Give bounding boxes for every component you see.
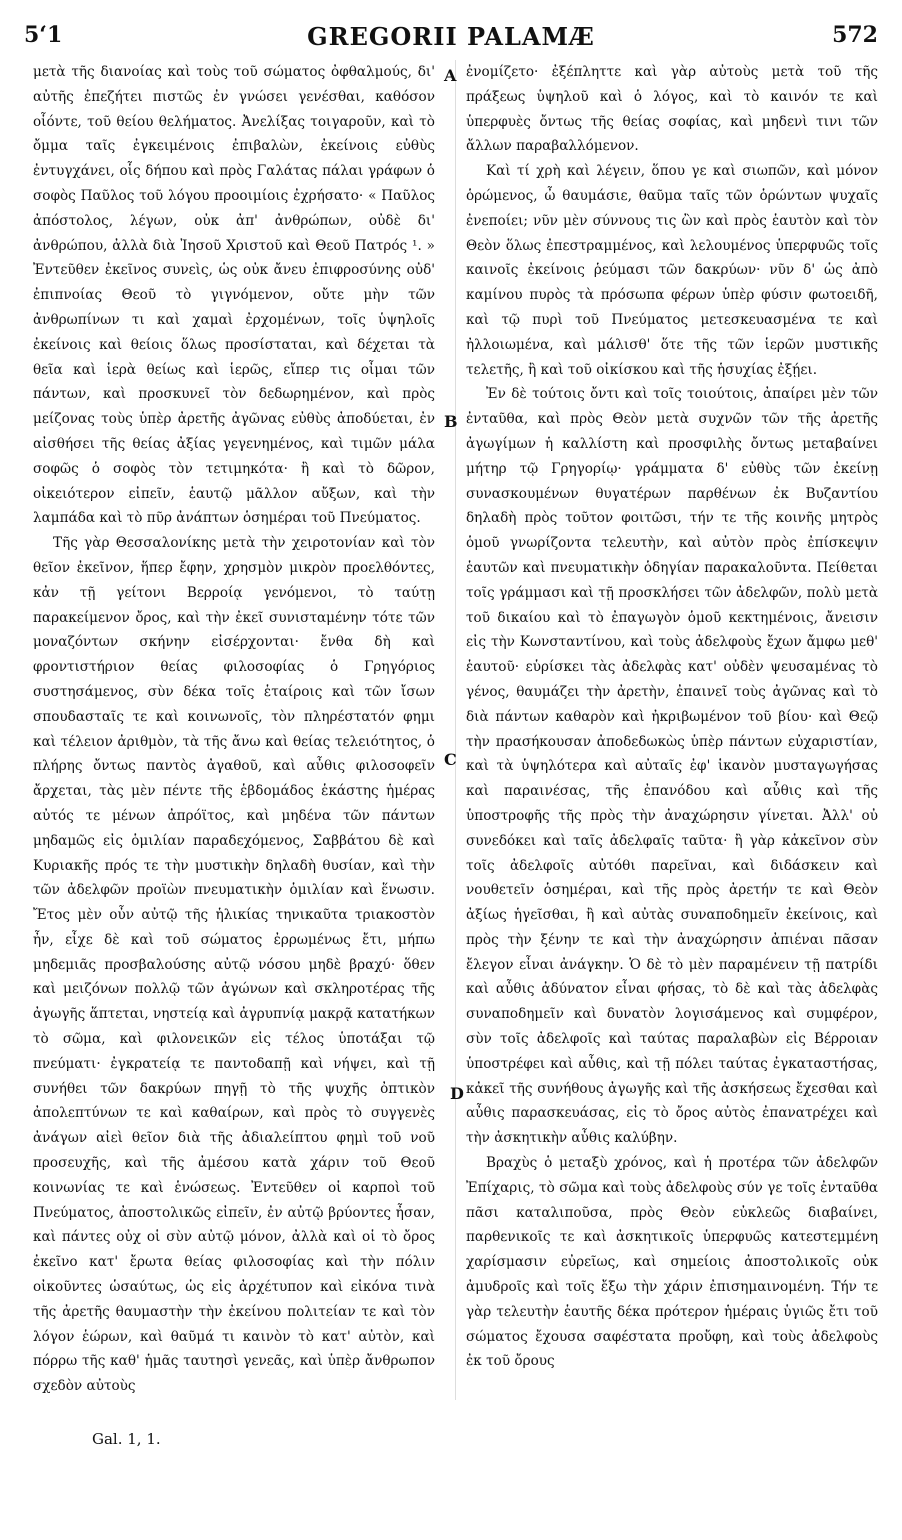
column-divider	[455, 60, 456, 1400]
paragraph: Ἐν δὲ τούτοις ὄντι καὶ τοῖς τοιούτοις, ἀπαίρει μὲν τῶν ἐνταῦθα, καὶ πρὸς Θεὸν μετὰ συχνῶν τῶν τῆς ἀρετῆς ἀγωγίμων ἡ καλλίστη καὶ προσφιλὴς ὄντως μεταβαίνει μήτηρ τῷ Γρηγορίῳ· γράμματα δ' εὐθὺς τῶν ἐκείνῃ συνασκουμένων θυγατέρων παρθένων ἐκ Βυζαντίου δηλαδὴ πρὸς τοῦτον φοιτῶσι, τήν τε τῆς κοινῆς μητρὸς ὁμοῦ γνωρίζοντα τελευτὴν, καὶ αὐτὸν πρὸς ἐπίσκεψιν ἑαυτῶν καὶ πνευματικὴν ὁδηγίαν παρακαλοῦντα. Πείθεται τοῖς γράμμασι καὶ τῇ προσκλήσει τῶν ἀδελφῶν, πολὺ μετὰ τοῦ δικαίου καὶ τὸ ἐπαγωγὸν ὁμοῦ κεκτημένοις, ἄνεισιν εἰς τὴν Κωνσταντίνου, καὶ τοὺς ἀδελφοὺς ἔχων ἄμφω μεθ' ἑαυτοῦ· εὑρίσκει τὰς ἀδελφὰς κατ' οὐδὲν ψευσαμένας τὸ γένος, θαυμάζει τὴν ἀρετὴν, ἐπαινεῖ τοὺς ἀγῶνας καὶ τὸ διὰ πάντων καθαρὸν καὶ ἠκριβωμένον τοῦ βίου· καὶ Θεῷ τὴν πρασήκουσαν ἀποδεδωκὼς ὑπὲρ πάντων εὐχαριστίαν, καὶ τὰ ὑψηλότερα καὶ αὐταῖς ἐφ' ἱκανὸν μυσταγωγήσας καὶ παραινέσας, τῆς ἐπανόδου καὶ αὖθις καὶ τῆς ὑποστροφῆς τῆς πρὸς τὴν ἀναχώρησιν γίνεται. Ἀλλ' οὐ συνεδόκει καὶ ταῖς ἀδελφαῖς ταῦτα· ἢ γὰρ κἀκεῖνον σὺν τοῖς ἀδελφοῖς αὐτόθι παρεῖναι, καὶ διδάσκειν καὶ νουθετεῖν ὁσημέραι, καὶ τῆς πρὸς ἀρετήν τε καὶ Θεὸν ἀξίως ἡγεῖσθαι, ἢ καὶ αὐτὰς συναποδημεῖν ἐκείνοις, καὶ πρὸς τὴν ξένην τε καὶ τὴν ἀναχώρησιν ἀπιέναι πᾶσαν ἔλεγον εἶναι ἀνάγκην. Ὁ δὲ τὸ μὲν παραμένειν τῇ πατρίδι καὶ αὖθις ἀδύνατον εἶναι φήσας, τὸ δὲ καὶ τὰς ἀδελφὰς συναποδημεῖν καὶ δυνατὸν λογισάμενος καὶ συμφέρον, σὺν τοῖς ἀδελφοῖς καὶ ταύτας παραλαβὼν εἰς Βέρροιαν ὑποστρέφει καὶ αὖθις, καὶ τῇ πόλει ταύτας ἐγκαταστήσας, κἀκεῖ τῆς συνήθους ἀγωγῆς καὶ τῆς ἀσκήσεως ἔχεσθαι καὶ αὖθις παρασκευάσας, εἰς τὸ ὄρος αὐτὸς ἐπανατρέχει καὶ τὴν ἀσκητικὴν αὖθις καλύβην.	[466, 386, 878, 1147]
margin-marker-c: C	[444, 750, 457, 769]
left-column	[33, 60, 435, 1399]
margin-marker-d: D	[450, 1084, 464, 1103]
paragraph: μετὰ τῆς διανοίας καὶ τοὺς τοῦ σώματος ὀφθαλμούς, δι' αὐτῆς ἐπεζήτει πιστῶς ἐν γνώσει γενέσθαι, καθόσον οἷόντε, τοῦ θείου θελήματος. Ἀνελίξας τοιγαροῦν, καὶ τὸ ὄμμα ταῖς ἐγκειμένοις ἐπιβαλὼν, ἐκείνοις εὐθὺς ἐντυγχάνει, οἷς δήπου καὶ πρὸς Γαλάτας πάλαι γράφων ὁ σοφὸς Παῦλος τοῦ λόγου προοιμίοις ἐχρήσατο· « Παῦλος ἀπόστολος, λέγων, οὐκ ἀπ' ἀνθρώπων, οὐδὲ δι' ἀνθρώπου, ἀλλὰ διὰ Ἰησοῦ Χριστοῦ καὶ Θεοῦ Πατρός ¹. » Ἐντεῦθεν ἐκεῖνος συνεὶς, ὡς οὐκ ἄνευ ἐπιφροσύνης οὐδ' ἐπιπνοίας Θεοῦ τὸ γιγνόμενον, οὔτε μὴν τῶν ἀνθρωπίνων τι καὶ χαμαὶ ἐρχομένων, τοῖς ὑψηλοῖς ἐκείνοις καὶ θείοις ὅλως προσίσταται, καὶ δέχεται τὰ θεῖα καὶ ἱερὰ θείως καὶ ἱερῶς, εἴπερ τις οἶμαι τῶν πάντων, καὶ προσκυνεῖ τὸν δεδωρημένον, καὶ πρὸς μείζονας τοὺς ὑπὲρ ἀρετῆς ἀγῶνας εὐθὺς ἀποδύεται, ἐν αἰσθήσει τῆς θείας ἀξίας γεγενημένος, καὶ τιμῶν μάλα σοφῶς ὁ σοφὸς τὸν τετιμηκότα· ἢ καὶ τὸ δῶρον, οἰκειότερον εἰπεῖν, ἑαυτῷ μᾶλλον αὔξων, καὶ τὴν λαμπάδα καὶ τὸ πῦρ ἀνάπτων ὁσημέραι τοῦ Πνεύματος.	[33, 64, 435, 527]
margin-marker-b: B	[444, 412, 458, 431]
page-number-left: 5‘1	[24, 22, 63, 48]
page-number-right: 572	[832, 22, 878, 48]
paragraph: Καὶ τί χρὴ καὶ λέγειν, ὅπου γε καὶ σιωπῶν, καὶ μόνον ὁρώμενος, ὦ θαυμάσιε, θαῦμα ταῖς τῶν ὁρώντων ψυχαῖς ἐνεποίει; νῦν μὲν σύννους τις ὢν καὶ πρὸς ἑαυτὸν καὶ τὸν Θεὸν ὅλως ἐπεστραμμένος, καὶ λελουμένος ὑπερφυῶς τοῖς καινοῖς ἐκείνοις ῥεύμασι τῶν δακρύων· νῦν δ' ὡς ἀπὸ καμίνου πυρὸς τὰ πρόσωπα φέρων ὑπὲρ φύσιν φωτοειδῆ, καὶ τῷ πυρὶ τοῦ Πνεύματος μετεσκευασμένα τε καὶ ἠλλοιωμένα, καὶ μάλισθ' ὅτε τῆς τῶν ἱερῶν μυστικῆς τελετῆς, ἢ καὶ τοῦ οἰκίσκου καὶ τῆς ἡσυχίας ἐξῄει.	[466, 163, 878, 378]
paragraph: Βραχὺς ὁ μεταξὺ χρόνος, καὶ ἡ προτέρα τῶν ἀδελφῶν Ἐπίχαρις, τὸ σῶμα καὶ τοὺς ἀδελφοὺς σύν γε τοῖς ἐνταῦθα πᾶσι καταλιποῦσα, πρὸς Θεὸν εὐκλεῶς διαβαίνει, παρθενικοῖς τε καὶ ἀσκητικοῖς ὑπερφυῶς κατεστεμμένη χαρίσμασιν εὐρεῖως, καὶ σημείοις ἀποστολικοῖς οὐκ ἀμυδροῖς καὶ τοῖς ἔξω τὴν χάριν ἐπισημαινομένη. Τήν τε γὰρ τελευτὴν ἑαυτῆς δέκα πρότερον ἡμέραις ὑγιῶς ἔτι τοῦ σώματος ἔχουσα σαφέστατα προὔφη, καὶ τοὺς ἀδελφοὺς ἐκ τοῦ ὄρους	[466, 1155, 878, 1370]
running-head: GREGORII PALAMÆ	[307, 22, 595, 51]
right-column	[466, 60, 878, 1374]
page-header	[24, 22, 878, 56]
paragraph: ἐνομίζετο· ἐξέπληττε καὶ γὰρ αὐτοὺς μετὰ τοῦ τῆς πράξεως ὑψηλοῦ καὶ ὁ λόγος, καὶ τὸ καινόν τε καὶ ὑπερφυὲς ὄντως τῆς θείας σοφίας, καὶ μηδενὶ τινι τῶν ἄλλων παραβαλλόμενον.	[466, 64, 878, 155]
footnote: Gal. 1, 1.	[92, 1430, 161, 1448]
paragraph: Τῆς γὰρ Θεσσαλονίκης μετὰ τὴν χειροτονίαν καὶ τὸν θεῖον ἐκεῖνον, ἥπερ ἔφην, χρησμὸν μικρὸν προελθόντες, κἀν τῇ γείτονι Βερροίᾳ γενόμενοι, τὸ ταύτῃ παρακείμενον ὄρος, καὶ τὴν ἐκεῖ συνισταμένην τότε τῶν μοναζόντων σκήνην εἰσέρχονται· ἔνθα δὴ καὶ φροντιστήριον θείας φιλοσοφίας ὁ Γρηγόριος συστησάμενος, σὺν δέκα τοῖς ἑταίροις καὶ τῶν ἴσων σπουδασταῖς τε καὶ κοινωνοῖς, τὸν πληρέστατόν φημι καὶ τέλειον ἀριθμὸν, τὰ τῆς ἄνω καὶ θείας τελειότητος, ὁ πλήρης ὄντως παντὸς ἀγαθοῦ, καὶ αὖθις φιλοσοφεῖν ἄρχεται, τὰς μὲν πέντε τῆς ἑβδομάδος ἑκάστης ἡμέρας αὐτός τε μένων ἀπρόϊτος, καὶ μηδένα τῶν πάντων μηδαμῶς εἰς ὁμιλίαν παραδεχόμενος, Σαββάτου δὲ καὶ Κυριακῆς πρός τε τὴν μυστικὴν δηλαδὴ θυσίαν, καὶ τὴν τῶν ἀδελφῶν προϊὼν πνευματικὴν ὁμιλίαν καὶ ἕνωσιν. Ἔτος μὲν οὖν αὐτῷ τῆς ἡλικίας τηνικαῦτα τριακοστὸν ἦν, εἶχε δὲ καὶ τοῦ σώματος ἐρρωμένως ἔτι, μήπω μηδεμιᾶς προσβαλούσης αὐτῷ νόσου μηδὲ βραχύ· ὅθεν καὶ μειζόνων πολλῷ τῶν ἀγώνων καὶ σκληροτέρας τῆς ἀγωγῆς ἅπτεται, νηστείᾳ καὶ ἀγρυπνίᾳ μακρᾷ κατατήκων τὸ σῶμα, καὶ φιλονεικῶν εἰς τέλος ὑποτάξαι τῷ πνεύματι· ἐγκρατείᾳ τε παντοδαπῇ καὶ νήψει, καὶ τῇ συνήθει τῶν δακρύων πηγῇ τὸ τῆς ψυχῆς ὀπτικὸν ἀπολεπτύνων τε καὶ καθαίρων, καὶ πρὸς τὸ συγγενὲς ἀνάγων αἰεὶ θεῖον διὰ τῆς ἀδιαλείπτου φημὶ τοῦ νοῦ προσευχῆς, καὶ τῆς ἀμέσου κατὰ χάριν τοῦ Θεοῦ κοινωνίας τε καὶ ἑνώσεως. Ἐντεῦθεν οἱ καρποὶ τοῦ Πνεύματος, ἀποστολικῶς εἰπεῖν, ἐν αὐτῷ βρύοντες ἦσαν, καὶ πάντες οὐχ οἱ σὺν αὐτῷ μόνον, ἀλλὰ καὶ οἱ τὸ ὄρος ἐκεῖνο κατ' ἔρωτα θείας φιλοσοφίας καὶ τὴν πόλιν οἰκοῦντες ὡσαύτως, ὡς εἰς ἀρχέτυπον καὶ εἰκόνα τινὰ τῆς ἀρετῆς θαυμαστὴν τὴν ἐκείνου πολιτείαν τε καὶ τὸν λόγον ἑώρων, καὶ θαῦμά τι καινὸν τὸ κατ' αὐτὸν, καὶ πόρρω τῆς καθ' ἡμᾶς ταυτησὶ γενεᾶς, καὶ ὑπὲρ ἄνθρωπον σχεδὸν αὐτοὺς	[33, 535, 435, 1395]
margin-marker-a: A	[444, 66, 457, 85]
